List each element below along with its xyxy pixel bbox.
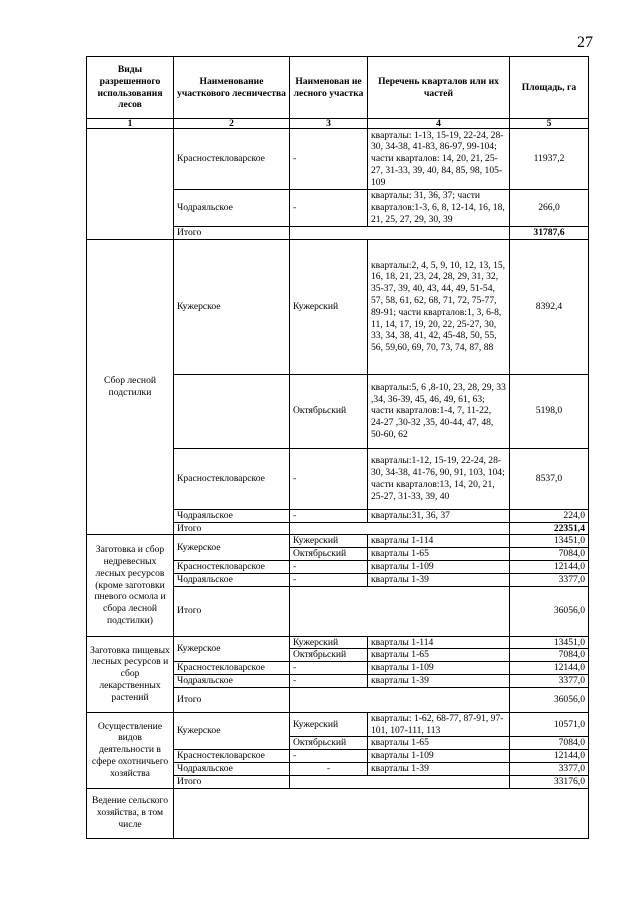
table-row [87, 535, 589, 548]
table-row [87, 788, 589, 838]
header-area: Площадь, га [510, 57, 589, 119]
quarters-cell: кварталы 1-39 [368, 573, 510, 586]
plot-cell: - [290, 750, 368, 763]
use-cell: Заготовка и сбор недревесных лесных ресурсов (кроме заготовки пневого осмола и сбора лесной подстилки) [87, 535, 174, 636]
forestry-cell: Кужерское [174, 712, 290, 749]
forestry-cell [174, 374, 290, 448]
area-cell: 224,0 [510, 509, 589, 522]
area-cell: 13451,0 [510, 636, 589, 649]
use-cell-empty [87, 129, 174, 240]
quarters-cell: кварталы:5, 6 ,8-10, 23, 28, 29, 33 ,34, 36-39, 45, 46, 49, 61, 63; части кварталов:1-4, 7, 11-22, 24-27 ,30-32 ,35, 40-44, 47, 48, 50-60, 62 [368, 374, 510, 448]
quarters-cell: кварталы: 31, 36, 37; части кварталов:1-3, 6, 8, 12-14, 16, 18, 21, 25, 27, 29, 30, 39 [368, 190, 510, 227]
header-plot: Наименован ие лесного участка [290, 57, 368, 119]
col-index: 2 [174, 119, 290, 129]
total-label: Итого [174, 775, 290, 788]
quarters-cell: кварталы: 1-62, 68-77, 87-91, 97-101, 107-111, 113 [368, 712, 510, 737]
plot-cell: - [290, 129, 368, 190]
total-area: 31787,6 [510, 227, 589, 240]
quarters-cell: кварталы 1-39 [368, 674, 510, 687]
table-row [87, 129, 589, 190]
area-cell: 8537,0 [510, 448, 589, 509]
header-forestry: Наименование участкового лесничества [174, 57, 290, 119]
forestry-cell: Красностекловарское [174, 448, 290, 509]
quarters-cell: кварталы 1-114 [368, 535, 510, 548]
plot-cell: - [290, 573, 368, 586]
total-spacer [290, 586, 510, 636]
total-spacer [290, 522, 510, 535]
forestry-cell: Красностекловарское [174, 662, 290, 675]
forestry-cell: Кужерское [174, 636, 290, 662]
area-cell: 3377,0 [510, 674, 589, 687]
forest-use-table [86, 56, 589, 839]
quarters-cell: кварталы 1-65 [368, 548, 510, 561]
plot-cell: Октябрьский [290, 737, 368, 750]
total-area: 33176,0 [510, 775, 589, 788]
col-index: 4 [368, 119, 510, 129]
forestry-cell: Чодраяльское [174, 762, 290, 775]
forestry-cell: Чодраяльское [174, 509, 290, 522]
table-row [87, 239, 589, 374]
area-cell: 7084,0 [510, 737, 589, 750]
plot-cell: - [290, 190, 368, 227]
plot-cell: - [290, 509, 368, 522]
plot-cell: - [290, 762, 368, 775]
total-area: 22351,4 [510, 522, 589, 535]
total-label: Итого [174, 586, 290, 636]
forestry-cell: Кужерское [174, 535, 290, 561]
table-row [87, 636, 589, 649]
total-area: 36056,0 [510, 687, 589, 712]
area-cell: 5198,0 [510, 374, 589, 448]
quarters-cell: кварталы 1-114 [368, 636, 510, 649]
quarters-cell: кварталы 1-65 [368, 737, 510, 750]
col-index: 3 [290, 119, 368, 129]
total-spacer [290, 687, 510, 712]
page-number: 27 [577, 34, 593, 51]
header-use: Виды разрешенного использования лесов [87, 57, 174, 119]
total-spacer [290, 775, 510, 788]
forestry-cell: Красностекловарское [174, 129, 290, 190]
total-label: Итого [174, 227, 290, 240]
plot-cell: Октябрьский [290, 649, 368, 662]
forestry-cell: Чодраяльское [174, 190, 290, 227]
plot-cell: Кужерский [290, 712, 368, 737]
area-cell: 266,0 [510, 190, 589, 227]
quarters-cell: кварталы 1-109 [368, 750, 510, 763]
area-cell: 10571,0 [510, 712, 589, 737]
area-cell: 11937,2 [510, 129, 589, 190]
area-cell: 7084,0 [510, 548, 589, 561]
plot-cell: - [290, 448, 368, 509]
plot-cell: Кужерский [290, 535, 368, 548]
forestry-cell: Чодраяльское [174, 674, 290, 687]
area-cell: 12144,0 [510, 750, 589, 763]
area-cell: 7084,0 [510, 649, 589, 662]
forestry-cell: Кужерское [174, 239, 290, 374]
use-cell: Заготовка пищевых лесных ресурсов и сбор лекарственных растений [87, 636, 174, 712]
forestry-cell: Чодраяльское [174, 573, 290, 586]
area-cell: 12144,0 [510, 560, 589, 573]
area-cell: 8392,4 [510, 239, 589, 374]
quarters-cell: кварталы:31, 36, 37 [368, 509, 510, 522]
plot-cell: - [290, 674, 368, 687]
forestry-cell: Красностекловарское [174, 560, 290, 573]
plot-cell: Октябрьский [290, 374, 368, 448]
column-index-row [87, 119, 589, 129]
area-cell: 12144,0 [510, 662, 589, 675]
forestry-cell: Красностекловарское [174, 750, 290, 763]
total-spacer [290, 227, 510, 240]
plot-cell: Кужерский [290, 239, 368, 374]
quarters-cell: кварталы:1-12, 15-19, 22-24, 28-30, 34-38, 41-76, 90, 91, 103, 104; части кварталов:13, 14, 20, 21, 25-27, 31-33, 39, 40 [368, 448, 510, 509]
use-cell: Сбор лесной подстилки [87, 239, 174, 535]
plot-cell: - [290, 560, 368, 573]
col-index: 1 [87, 119, 174, 129]
empty-cell [174, 788, 589, 838]
quarters-cell: кварталы 1-109 [368, 560, 510, 573]
area-cell: 3377,0 [510, 573, 589, 586]
total-label: Итого [174, 687, 290, 712]
quarters-cell: кварталы:2, 4, 5, 9, 10, 12, 13, 15, 16, 18, 21, 23, 24, 28, 29, 31, 32, 35-37, 39, 40, 43, 44, 49, 51-54, 57, 58, 61, 62, 68, 71, 72, 75-77, 89-91; части кварталов:1, 3, 6-8, 11, 14, 17, 19, 20, 22, 25-27, 30, 33, 34, 38, 41, 42, 45-48, 50, 55, 56, 59,60, 69, 70, 73, 74, 87, 88 [368, 239, 510, 374]
plot-cell: Октябрьский [290, 548, 368, 561]
plot-cell: Кужерский [290, 636, 368, 649]
quarters-cell: кварталы 1-109 [368, 662, 510, 675]
total-area: 36056,0 [510, 586, 589, 636]
use-cell: Ведение сельского хозяйства, в том числе [87, 788, 174, 838]
col-index: 5 [510, 119, 589, 129]
area-cell: 13451,0 [510, 535, 589, 548]
header-quarters: Перечень кварталов или их частей [368, 57, 510, 119]
area-cell: 3377,0 [510, 762, 589, 775]
header-row [87, 57, 589, 119]
total-label: Итого [174, 522, 290, 535]
quarters-cell: кварталы: 1-13, 15-19, 22-24, 28-30, 34-38, 41-83, 86-97, 99-104; части кварталов: 14, 20, 21, 25-27, 31-33, 39, 40, 84, 85, 98, 105-109 [368, 129, 510, 190]
table-row [87, 712, 589, 737]
quarters-cell: кварталы 1-39 [368, 762, 510, 775]
use-cell: Осуществление видов деятельности в сфере охотничьего хозяйства [87, 712, 174, 788]
quarters-cell: кварталы 1-65 [368, 649, 510, 662]
plot-cell: - [290, 662, 368, 675]
